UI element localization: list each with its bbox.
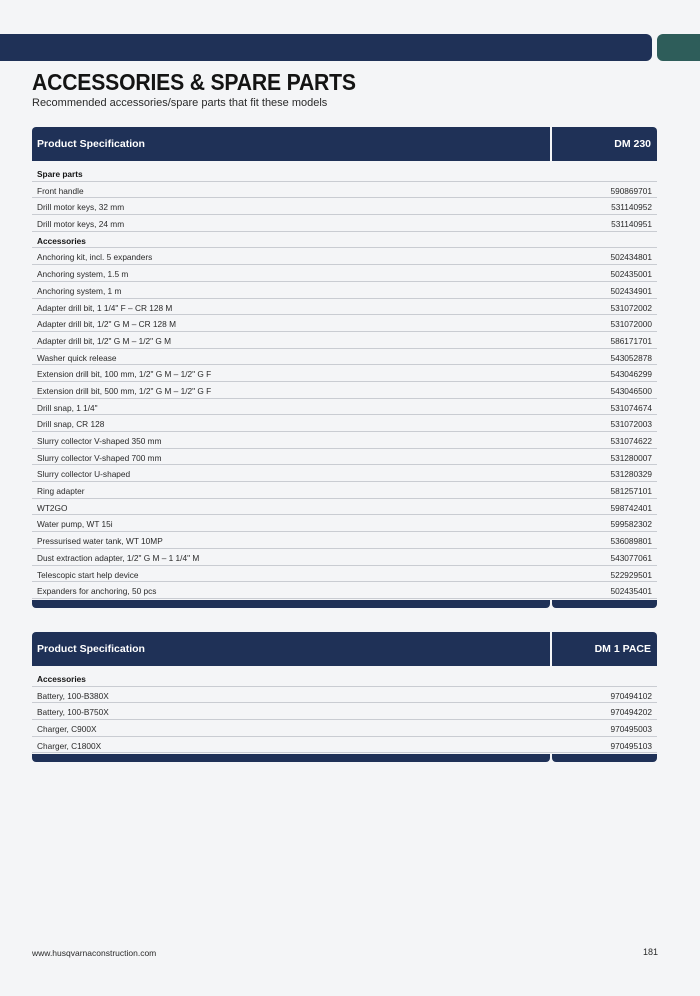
table-row [32,482,657,499]
part-name: Ring adapter [37,486,85,497]
part-number: 543077061 [610,552,652,563]
part-name: Washer quick release [37,352,117,363]
part-name: Drill motor keys, 24 mm [37,219,125,230]
section-heading-row [32,165,657,182]
part-name: Drill snap, CR 128 [37,419,105,430]
part-number: 599582302 [610,519,652,530]
part-number: 531074622 [610,436,652,446]
part-name: Telescopic start help device [37,569,139,580]
table-row [32,349,657,366]
table-row [32,687,657,704]
part-number: 531072003 [610,419,652,430]
part-name: WT2GO [37,502,68,513]
table-row [32,465,657,482]
table-row [32,499,657,516]
table-header [32,632,657,666]
table-row [32,549,657,566]
table-row [32,515,657,532]
part-name: Extension drill bit, 100 mm, 1/2" G M – 1/2" G F [37,369,212,380]
table-row [32,532,657,549]
part-name: Anchoring system, 1 m [37,285,122,296]
spec-table-dm230 [32,127,657,608]
table-row [32,703,657,720]
table-row [32,582,657,599]
part-name: Battery, 100-B380X [37,690,109,701]
part-name: Charger, C900X [37,724,97,735]
part-name: Slurry collector U-shaped [37,469,131,480]
page-title: ACCESSORIES & SPARE PARTS [32,69,356,95]
spec-table-dm1pace [32,632,657,762]
page-subtitle: Recommended accessories/spare parts that fit these models [32,97,328,109]
table-row [32,720,657,737]
part-number: 586171701 [610,335,652,346]
table-rows [32,670,657,753]
header-label: Product Specification [37,138,145,150]
section-tab [657,34,700,61]
table-row [32,332,657,349]
part-number: 502434901 [610,285,652,296]
table-footer [32,600,657,608]
table-row [32,566,657,583]
header-label: Product Specification [37,643,145,655]
part-name: Drill snap, 1 1/4" [37,402,98,413]
part-name: Slurry collector V-shaped 700 mm [37,452,162,463]
part-number: 531072002 [610,302,652,313]
table-row [32,265,657,282]
section-heading: Accessories [37,235,86,246]
page-number: 181 [642,947,658,957]
part-number: 531140952 [611,202,652,213]
table-row [32,415,657,432]
part-name: Extension drill bit, 500 mm, 1/2" G M – 1/2" G F [37,385,212,396]
part-number: 581257101 [610,486,652,497]
table-header [32,127,657,161]
part-number: 970494102 [610,690,652,701]
table-row [32,215,657,232]
part-number: 522929501 [610,569,652,580]
part-number: 531072000 [610,319,652,330]
table-row [32,399,657,416]
table-row [32,737,657,754]
part-name: Charger, C1800X [37,740,102,751]
part-number: 531140951 [611,219,652,230]
part-name: Drill motor keys, 32 mm [37,202,125,213]
part-name: Anchoring kit, incl. 5 expanders [37,252,153,263]
table-footer [32,754,657,762]
part-number: 531280007 [610,452,652,463]
part-name: Adapter drill bit, 1 1/4" F – CR 128 M [37,302,173,313]
part-number: 598742401 [610,502,652,513]
table-row [32,432,657,449]
section-heading: Accessories [37,674,86,684]
part-name: Adapter drill bit, 1/2" G M – 1/2" G M [37,335,172,346]
part-number: 543046500 [610,385,652,396]
footer-url[interactable]: www.husqvarnaconstruction.com [32,948,157,958]
part-number: 590869701 [610,185,652,196]
part-name: Battery, 100-B750X [37,707,109,718]
part-name: Front handle [37,185,84,196]
section-heading-row [32,670,657,687]
part-number: 536089801 [610,536,652,547]
part-name: Adapter drill bit, 1/2" G M – CR 128 M [37,319,176,330]
table-row [32,248,657,265]
table-row [32,315,657,332]
section-heading-row [32,232,657,249]
header-band [0,34,652,61]
table-row [32,382,657,399]
table-row [32,282,657,299]
part-number: 543052878 [610,352,652,363]
model-name: DM 1 PACE [594,643,651,655]
part-number: 502435401 [610,586,652,597]
part-name: Slurry collector V-shaped 350 mm [37,436,162,446]
table-row [32,449,657,466]
part-number: 970495103 [610,740,652,751]
part-number: 531074674 [610,402,652,413]
table-rows [32,165,657,599]
model-name: DM 230 [614,138,651,150]
part-name: Dust extraction adapter, 1/2" G M – 1 1/4" M [37,552,200,563]
table-row [32,182,657,199]
part-number: 543046299 [610,369,652,380]
part-number: 970494202 [610,707,652,718]
table-row [32,198,657,215]
part-number: 970495003 [610,724,652,735]
table-row [32,299,657,316]
part-name: Anchoring system, 1.5 m [37,269,129,280]
part-name: Pressurised water tank, WT 10MP [37,536,163,547]
part-number: 502434801 [610,252,652,263]
part-name: Expanders for anchoring, 50 pcs [37,586,157,597]
part-number: 531280329 [610,469,652,480]
part-number: 502435001 [610,269,652,280]
section-heading: Spare parts [37,169,83,179]
part-name: Water pump, WT 15i [37,519,113,530]
table-row [32,365,657,382]
